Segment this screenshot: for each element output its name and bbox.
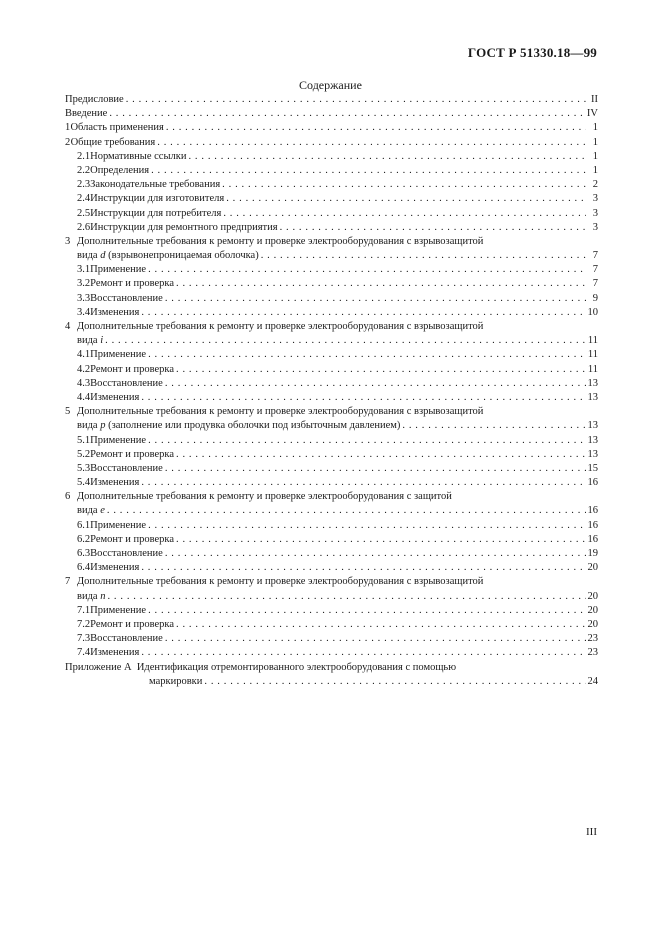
toc-entry-4-continuation[interactable]: вида i . . . 11: [65, 334, 598, 348]
toc-entry-5-4[interactable]: 5.4 Изменения . . . 16: [65, 476, 598, 490]
toc-entry-4-2[interactable]: 4.2 Ремонт и проверка . . . 11: [65, 363, 598, 377]
toc-entry-2-3[interactable]: 2.3 Законодательные требования . . . 2: [65, 178, 598, 192]
toc-entry-7-1[interactable]: 7.1 Применение . . . 20: [65, 604, 598, 618]
toc-entry-2-2[interactable]: 2.2 Определения . . . 1: [65, 164, 598, 178]
toc-entry-6-4[interactable]: 6.4 Изменения . . . 20: [65, 561, 598, 575]
toc-entry-3-4[interactable]: 3.4 Изменения . . . 10: [65, 306, 598, 320]
toc-entry-7-2[interactable]: 7.2 Ремонт и проверка . . . 20: [65, 618, 598, 632]
toc-entry-7-continuation[interactable]: вида n . . . 20: [65, 590, 598, 604]
toc-entry-2-6[interactable]: 2.6 Инструкции для ремонтного предприятия . . . 3: [65, 221, 598, 235]
toc-entry-4[interactable]: 4 Дополнительные требования к ремонту и проверке электрооборудования с взрывозащитой: [65, 321, 484, 332]
toc-entry-5-continuation[interactable]: вида p (заполнение или продувка оболочки под избыточным давлением) . . . 13: [65, 419, 598, 433]
toc-entry-3-continuation[interactable]: вида d (взрывонепроницаемая оболочка) . . . 7: [65, 249, 598, 263]
toc-entry-3-3[interactable]: 3.3 Восстановление . . . 9: [65, 292, 598, 306]
document-code: ГОСТ Р 51330.18—99: [467, 45, 597, 60]
toc-entry-6-2[interactable]: 6.2 Ремонт и проверка . . . 16: [65, 533, 598, 547]
toc-entry-4-4[interactable]: 4.4 Изменения . . . 13: [65, 391, 598, 405]
toc-entry-appendix-a[interactable]: Приложение А Идентификация отремонтированного электрооборудования с помощью: [65, 661, 457, 673]
toc-entry-2-4[interactable]: 2.4 Инструкции для изготовителя . . . 3: [65, 192, 598, 206]
toc-entry-5-3[interactable]: 5.3 Восстановление . . . 15: [65, 462, 598, 476]
toc-entry-5[interactable]: 5 Дополнительные требования к ремонту и проверке электрооборудования с взрывозащитой: [65, 406, 484, 418]
toc-entry-6-continuation[interactable]: вида e . . . 16: [65, 504, 598, 518]
toc-entry-3-1[interactable]: 3.1 Применение . . . 7: [65, 263, 598, 277]
toc-entry-4-3[interactable]: 4.3 Восстановление . . . 13: [65, 377, 598, 391]
toc-entry-7-3[interactable]: 7.3 Восстановление . . . 23: [65, 632, 598, 646]
toc-entry-3-2[interactable]: 3.2 Ремонт и проверка . . . 7: [65, 277, 598, 291]
toc-entry-appendix-a-continuation[interactable]: маркировки . . . 24: [65, 675, 598, 689]
toc-entry-6-1[interactable]: 6.1 Применение . . . 16: [65, 519, 598, 533]
toc-entry-7[interactable]: 7 Дополнительные требования к ремонту и проверке электрооборудования с взрывозащитой: [65, 576, 484, 588]
toc-entry-introduction[interactable]: Введение . . . IV: [65, 107, 598, 121]
toc-entry-4-1[interactable]: 4.1 Применение . . . 11: [65, 348, 598, 362]
toc-entry-preface[interactable]: Предисловие . . . II: [65, 93, 598, 107]
toc-entry-3[interactable]: 3 Дополнительные требования к ремонту и проверке электрооборудования с взрывозащитой: [65, 235, 484, 247]
toc-entry-7-4[interactable]: 7.4 Изменения . . . 23: [65, 646, 598, 660]
toc-entry-2-1[interactable]: 2.1 Нормативные ссылки . . . 1: [65, 150, 598, 164]
toc-entry-5-2[interactable]: 5.2 Ремонт и проверка . . . 13: [65, 448, 598, 462]
toc-entry-6-3[interactable]: 6.3 Восстановление . . . 19: [65, 547, 598, 561]
toc-entry-5-1[interactable]: 5.1 Применение . . . 13: [65, 434, 598, 448]
table-of-contents: [65, 93, 598, 689]
toc-entry-1[interactable]: 1 Область применения . . . 1: [65, 121, 598, 135]
toc-title: Содержание: [299, 78, 362, 92]
toc-entry-2-5[interactable]: 2.5 Инструкции для потребителя . . . 3: [65, 207, 598, 221]
page-number: III: [586, 826, 597, 838]
toc-entry-6[interactable]: 6 Дополнительные требования к ремонту и проверке электрооборудования с защитой: [65, 491, 452, 503]
toc-entry-2[interactable]: 2 Общие требования . . . 1: [65, 136, 598, 150]
